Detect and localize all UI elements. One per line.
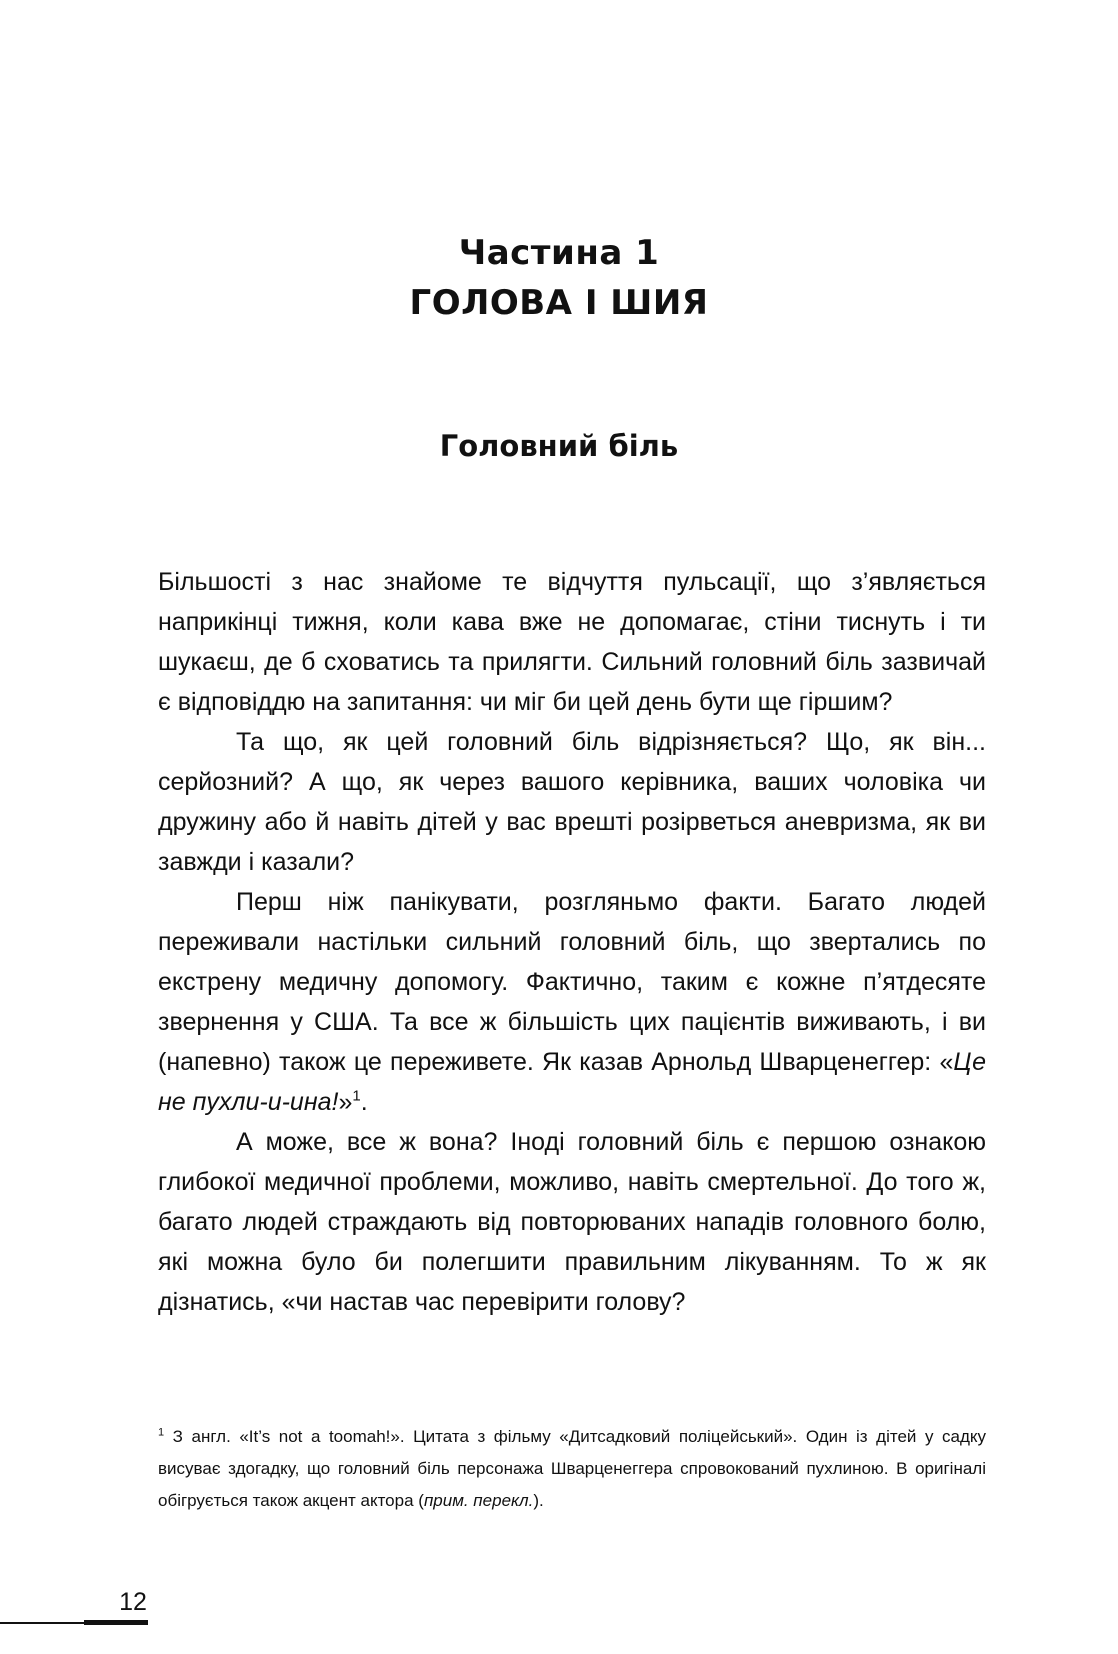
footnote-text: З англ. «It’s not a toomah!». Цитата з фільму «Дитсадковий поліцейський». Один із дітей у садку висуває здогадку, що головний біль персонажа Шварценеггера спровокований пухлиною. В оригіналі обігрується також акцент актора ( (158, 1427, 986, 1510)
page-number: 12 (119, 1588, 147, 1616)
footnote-text-end: ). (533, 1491, 544, 1510)
paragraph-1: Більшості з нас знайоме те відчуття пульсації, що з’являється наприкінці тижня, коли кава вже не допомагає, стіни тиснуть і ти шукаєш, де б сховатись та прилягти. Сильний головний біль зазвичай є відповіддю на запитання: чи міг би цей день бути ще гіршим? (158, 568, 986, 716)
footer-rule-thin (0, 1622, 84, 1624)
paragraph-3-text: Перш ніж панікувати, розгляньмо факти. Багато людей переживали настільки сильний головний біль, що звертались по екстрену медичну допомогу. Фактично, таким є кожне п’ятдесяте звернення у США. Та все ж більшість цих пацієнтів виживають, і ви (напевно) також це переживете. Як казав Арнольд Шварценеггер: « (158, 888, 986, 1076)
quote-close: » (338, 1088, 353, 1116)
part-title: ГОЛОВА І ШИЯ (409, 283, 709, 323)
paragraph-3-end: . (360, 1088, 368, 1116)
footnote-reference[interactable]: 1 (352, 1087, 361, 1105)
footnote-1 (158, 1421, 986, 1517)
part-number: Частина 1 (458, 233, 660, 273)
quote-italic: Це не пухли-и-ина! (158, 1048, 986, 1116)
section-title: Головний біль (439, 429, 679, 463)
paragraph-2: Та що, як цей головний біль відрізняється? Що, як він... серйозний? А що, як через вашого керівника, ваших чоловіка чи дружину або й навіть дітей у вас врешті розірветься аневризма, як ви завжди і казали? (158, 728, 986, 876)
footnote-italic: прим. перекл. (423, 1491, 534, 1510)
paragraph-3 (158, 882, 986, 1122)
paragraph-4: А може, все ж вона? Іноді головний біль є першою ознакою глибокої медичної проблеми, можливо, навіть смертельної. До того ж, багато людей страждають від повторюваних нападів головного болю, які можна було би полегшити правильним лікуванням. То ж як дізнатись, «чи настав час перевірити голову? (158, 1128, 986, 1316)
footnotes (158, 1421, 986, 1517)
body-text (158, 562, 986, 1322)
footnote-marker: 1 (158, 1426, 165, 1439)
part-heading (0, 228, 1118, 328)
footer-rule-thick (84, 1620, 148, 1625)
